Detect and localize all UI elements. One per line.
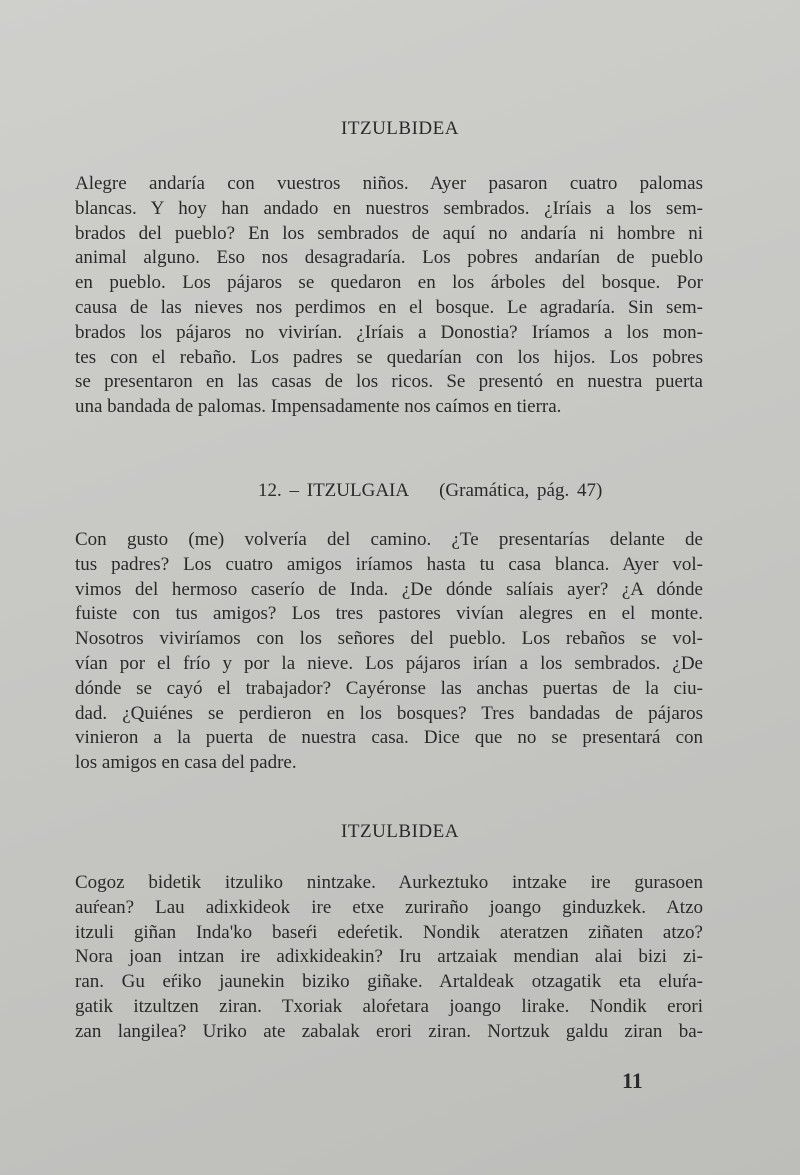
paragraph-spanish-1 — [75, 172, 703, 420]
text-line: blancas. Y hoy han andado en nuestros sembrados. ¿Iríais a los sem- — [75, 197, 703, 219]
text-line: fuiste con tus amigos? Los tres pastores vivían alegres en el monte. — [75, 603, 703, 625]
section-heading-2: ITZULBIDEA — [341, 821, 459, 842]
text-line: una bandada de palomas. Impensadamente nos caímos en tierra. — [75, 396, 562, 418]
text-line: dónde se cayó el trabajador? Cayéronse las anchas puertas de la ciu- — [75, 677, 703, 699]
text-line: gatik itzultzen ziran. Txoriak aloŕetara joango lirake. Nondik erori — [75, 995, 703, 1017]
text-line: dad. ¿Quiénes se perdieron en los bosques? Tres bandadas de pájaros — [75, 702, 703, 724]
section-heading: ITZULBIDEA — [341, 118, 459, 139]
text-line: zan langilea? Uriko ate zabalak erori ziran. Nortzuk galdu ziran ba- — [75, 1020, 703, 1042]
page-number: 11 — [622, 1068, 643, 1093]
text-line: itzuli giñan Inda'ko baseŕi edeŕetik. Nondik ateratzen ziñaten atzo? — [75, 921, 703, 943]
text-line: tes con el rebaño. Los padres se quedarían con los hijos. Los pobres — [75, 346, 703, 368]
paragraph-spanish-2 — [75, 528, 703, 776]
text-line: brados los pájaros no vivirían. ¿Iríais a Donostia? Iríamos a los mon- — [75, 321, 703, 343]
text-line: Nosotros viviríamos con los señores del pueblo. Los rebaños se vol- — [75, 628, 703, 650]
text-line: auŕean? Lau adixkideok ire etxe zuriraño joango ginduzkek. Atzo — [75, 896, 703, 918]
text-line: se presentaron en las casas de los ricos. Se presentó en nuestra puerta — [75, 371, 703, 393]
text-line: ran. Gu eŕiko jaunekin biziko giñake. Artaldeak otzagatik eta eluŕa- — [75, 971, 703, 993]
grammar-reference: (Gramática, pág. 47) — [439, 480, 603, 501]
text-line: los amigos en casa del padre. — [75, 752, 297, 774]
text-line: Alegre andaría con vuestros niños. Ayer pasaron cuatro palomas — [75, 173, 703, 194]
text-line: tus padres? Los cuatro amigos iríamos hasta tu casa blanca. Ayer vol- — [75, 553, 703, 575]
paragraph-basque — [75, 871, 703, 1045]
text-line: brados del pueblo? En los sembrados de aquí no andaría ni hombre ni — [75, 222, 703, 244]
text-line: vían por el frío y por la nieve. Los pájaros irían a los sembrados. ¿De — [75, 652, 703, 674]
text-line: vinieron a la puerta de nuestra casa. Dice que no se presentará con — [75, 727, 703, 749]
text-line: animal alguno. Eso nos desagradaría. Los pobres andarían de pueblo — [75, 247, 703, 269]
text-line: Cogoz bidetik itzuliko nintzake. Aurkeztuko intzake ire gurasoen — [75, 872, 703, 893]
text-line: Con gusto (me) volvería del camino. ¿Te presentarías delante de — [75, 529, 703, 550]
text-line: Nora joan intzan ire adixkideakin? Iru artzaiak mendian alai bizi zi- — [75, 946, 703, 968]
text-line: en pueblo. Los pájaros se quedaron en los árboles del bosque. Por — [75, 272, 703, 294]
text-line: vimos del hermoso caserío de Inda. ¿De dónde salíais ayer? ¿A dónde — [75, 578, 703, 600]
exercise-subheading — [258, 480, 632, 502]
text-line: causa de las nieves nos perdimos en el bosque. Le agradaría. Sin sem- — [75, 296, 703, 318]
exercise-number: 12. – ITZULGAIA — [258, 480, 410, 501]
